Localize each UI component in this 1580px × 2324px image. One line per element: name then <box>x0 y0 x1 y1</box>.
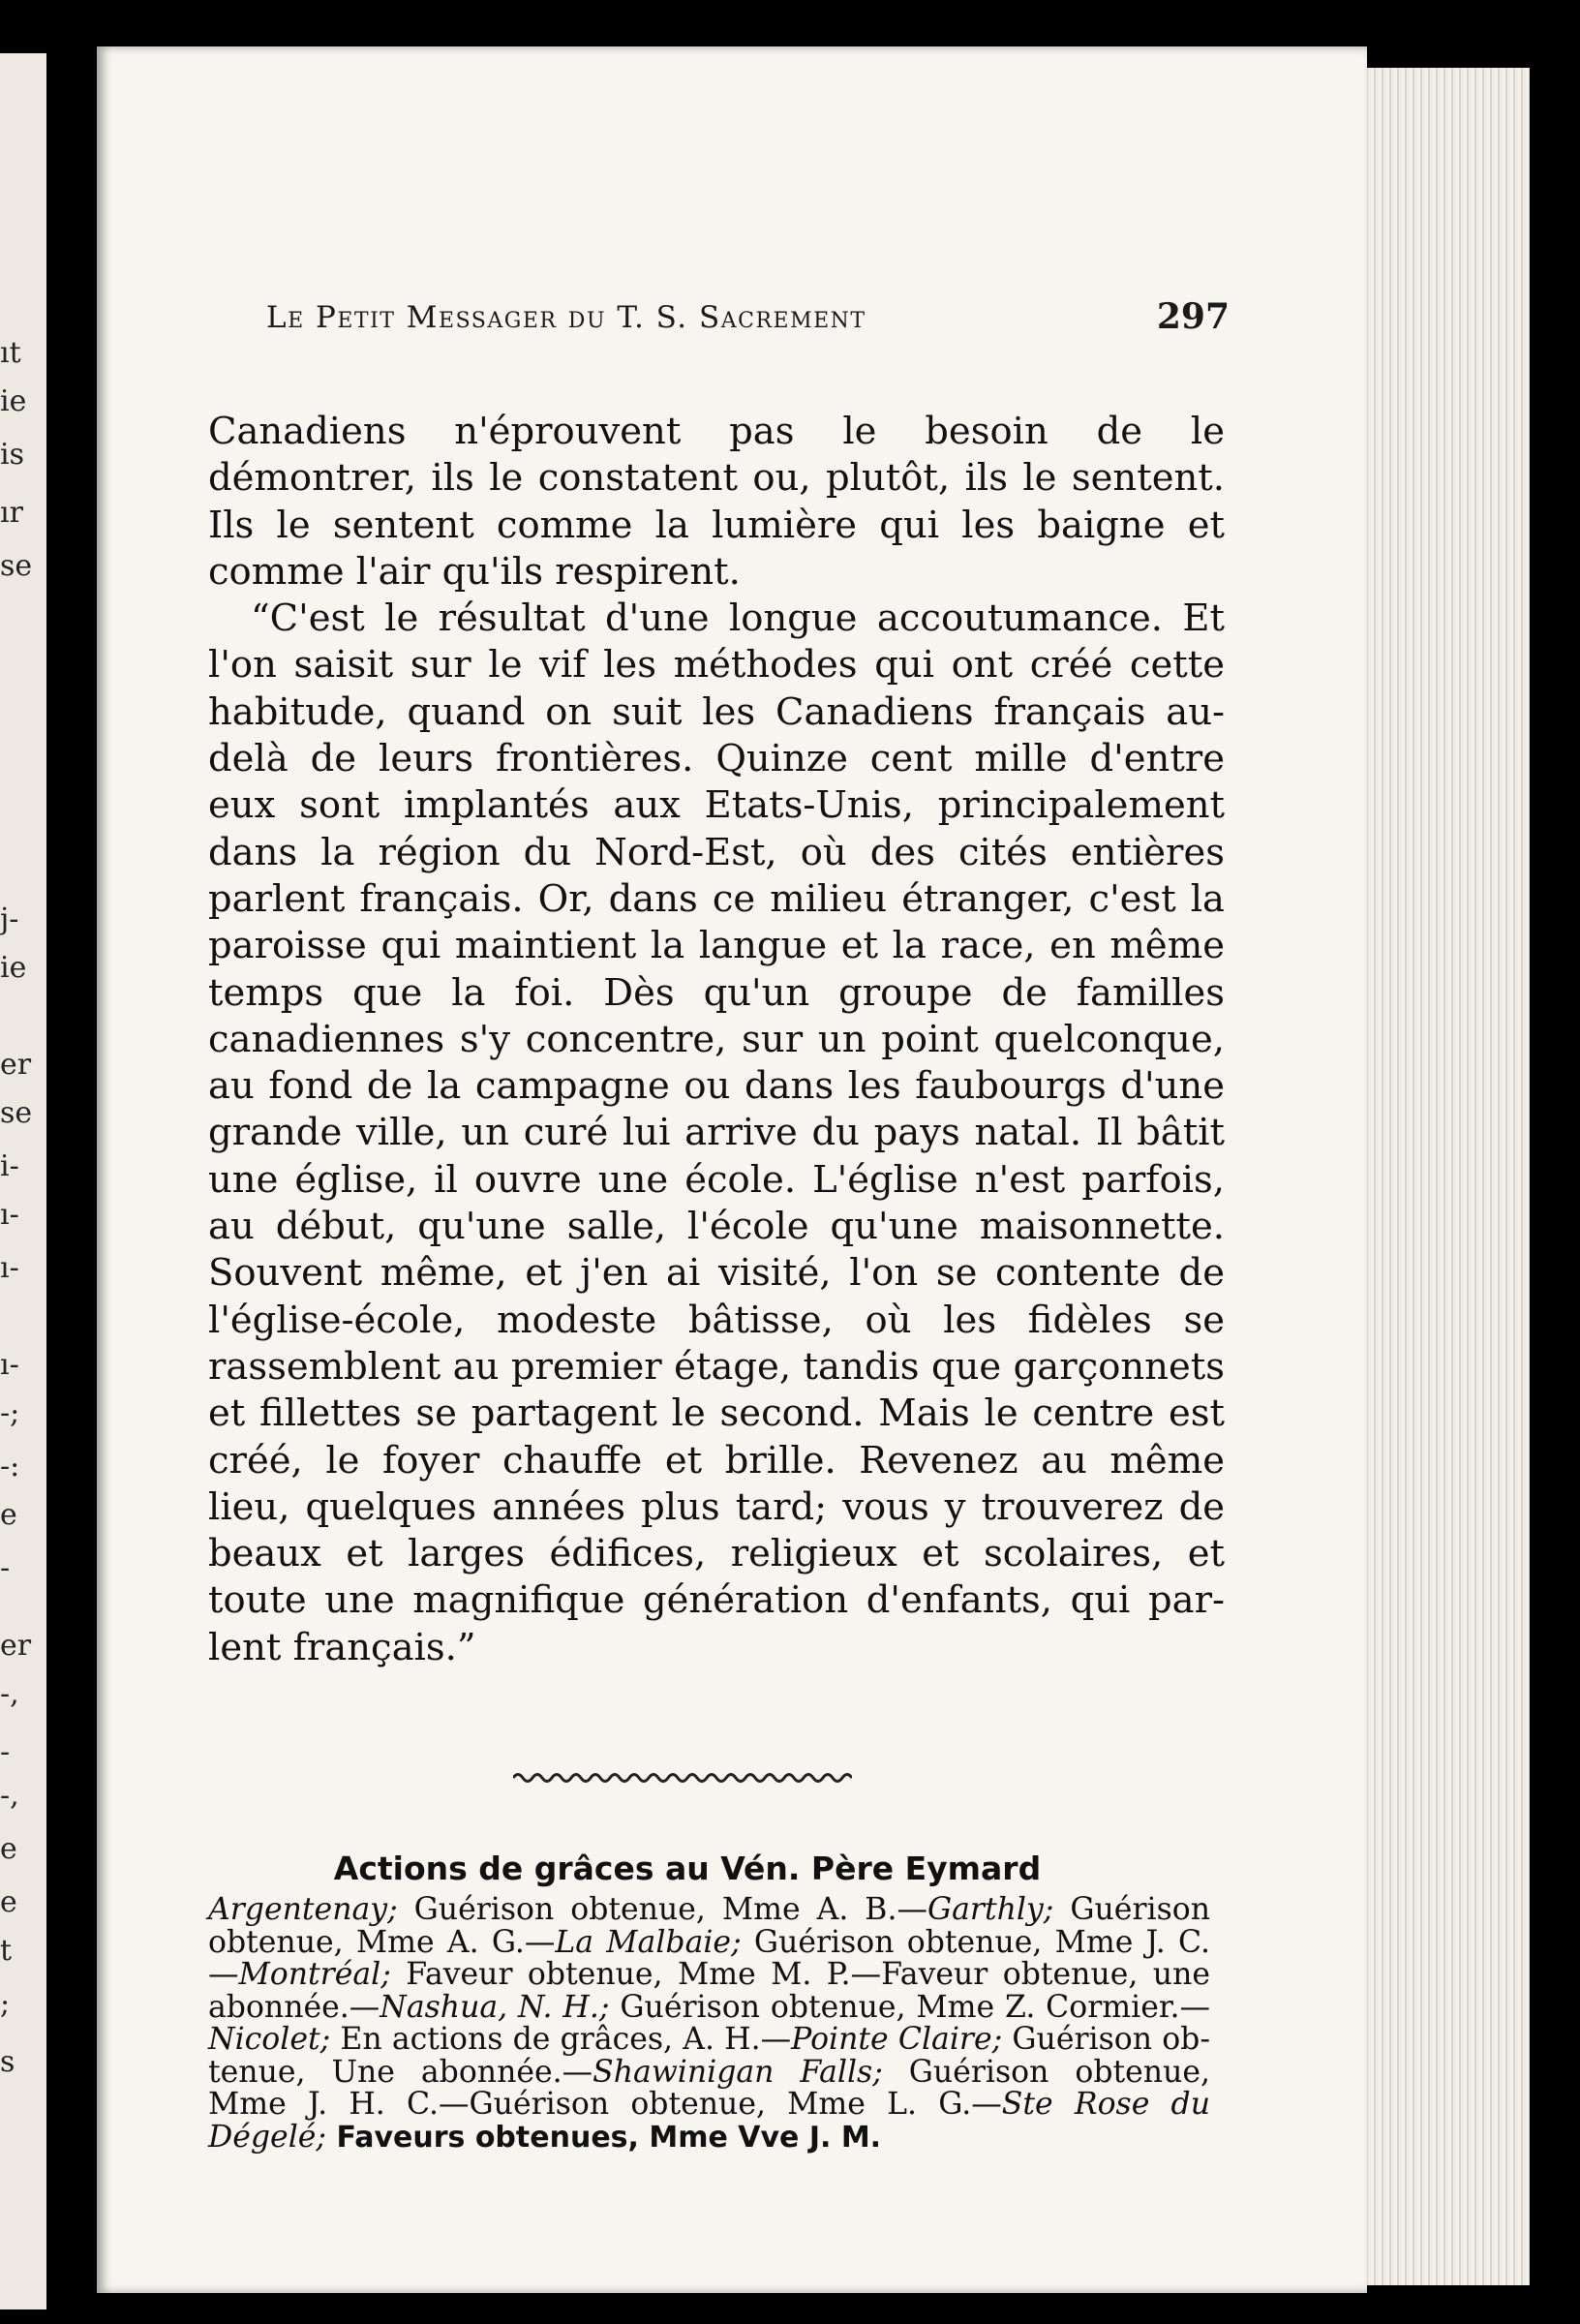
facing-page-fragment: i- <box>0 1149 19 1183</box>
paragraph: Canadiens n'éprouvent pas le besoin de le démontrer, ils le constatent ou, plutôt, ils le sentent. Ils le sentent comme la lumière qui les baigne et comme l'air qu'ils respirent. <box>208 410 1225 594</box>
facing-page-fragment: er <box>0 1048 32 1082</box>
facing-page-fragment: ıt <box>0 336 21 370</box>
facing-page-fragment: er <box>0 1629 32 1663</box>
book-page <box>97 46 1367 2293</box>
thanks-entry-text: En actions de grâces, A. H.— <box>330 2022 792 2057</box>
stacked-page-edges <box>1355 68 1530 2285</box>
paragraph: “C'est le résultat d'une longue accoutumance. Et l'on saisit sur le vif les méthodes qui ont créé cette habitude, quand on suit les Canadiens français au-delà de leurs frontières. Quinze cent mille d'entre eux sont implantés aux Etats-Unis, principalement dans la région du Nord-Est, où des cités entières parlent français. Or, dans ce milieu étranger, c'est la paroisse qui maintient la langue et la race, en même temps que la foi. Dès qu'un groupe de familles canadiennes s'y concentre, sur un point quelconque, au fond de la campagne ou dans les faubourgs d'une grande ville, un curé lui arrive du pays natal. Il bâtit une église, il ouvre une école. L'église n'est parfois, au début, qu'une salle, l'école qu'une maisonnette. Souvent même, et j'en ai visité, l'on se contente de l'église-école, modeste bâtisse, où les fidèles se rassemblent au premier étage, tandis que garçonnets et fillettes se partagent le second. Mais le centre est créé, le foyer chauffe et brille. Revenez au même lieu, quelques années plus tard; vous y trouverez de beaux et larges édifices, religieux et scolaires, et toute une magnifique génération d'enfants, qui parlent français.” <box>208 596 1225 1669</box>
place-name: Shawinigan Falls; <box>592 2054 883 2090</box>
facing-page-fragment: ; <box>0 1987 11 2021</box>
section-title: Actions de grâces au Vén. Père Eymard <box>333 1850 1042 1887</box>
facing-page-fragment: - <box>0 1551 11 1585</box>
place-name: Ste Rose du Dégelé; <box>208 2087 1210 2155</box>
facing-page-fragment: ı- <box>0 1348 19 1382</box>
facing-page-fragment: se <box>0 549 33 583</box>
place-name: Garthly; <box>927 1892 1054 1927</box>
thanks-entry-text: Faveurs obtenues, Mme Vve J. M. <box>326 2120 882 2155</box>
thanks-entry-text: Faveur obtenue, Mme M. P.—Faveur obtenue, une abonnée.— <box>208 1957 1210 2025</box>
place-name: Nashua, N. H.; <box>380 1989 610 2025</box>
thanks-entry-text: Guérison obtenue, Mme Z. Cormier.— <box>609 1989 1210 2025</box>
place-name: La Malbaie; <box>555 1924 742 1960</box>
facing-page-fragment: e <box>0 1885 17 1919</box>
facing-page-fragment: -; <box>0 1396 20 1430</box>
place-name: Argentenay; <box>208 1892 398 1927</box>
facing-page-fragment: s <box>0 2045 15 2079</box>
facing-page-fragment: - <box>0 1735 11 1769</box>
facing-page-fragment: t <box>0 1934 13 1968</box>
facing-page-fragment: j- <box>0 902 19 936</box>
facing-page-fragment: is <box>0 438 24 472</box>
facing-page-fragment: ie <box>0 951 27 985</box>
facing-page-fragment: ie <box>0 384 27 418</box>
page-number: 297 <box>1156 296 1230 337</box>
facing-page-fragment: -, <box>0 1677 19 1711</box>
facing-page-fragment: -, <box>0 1779 19 1813</box>
facing-page-fragment: se <box>0 1096 33 1130</box>
thanksgiving-list <box>208 1894 1210 2154</box>
facing-page-fragment: ır <box>0 496 23 530</box>
facing-page-fragment: e <box>0 1832 17 1866</box>
thanks-entry-text: Guérison obtenue, Mme A. B.— <box>397 1892 927 1927</box>
thanks-entry-text: Guérison obtenue, Mme J. H. C.—Guérison obtenue, Mme L. G.— <box>208 2054 1211 2122</box>
facing-page-fragment: ı- <box>0 1251 19 1285</box>
facing-page-fragment: ı- <box>0 1198 19 1232</box>
place-name: Pointe Claire; <box>791 2022 1003 2057</box>
place-name: Nicolet; <box>208 2022 331 2057</box>
thanks-entry-text: Guérison obtenue, Une abonnée.— <box>208 2022 1210 2090</box>
thanks-entry-text: Guérison obtenue, Mme A. G.— <box>208 1892 1210 1960</box>
facing-page-fragment: e <box>0 1498 17 1532</box>
page-header <box>266 296 1230 358</box>
place-name: Montréal; <box>238 1957 391 1992</box>
facing-page-edge <box>0 53 46 2309</box>
facing-page-fragment: -: <box>0 1450 20 1483</box>
running-head: Le Petit Messager du T. S. Sacrement <box>266 300 866 335</box>
body-text <box>208 409 1225 1671</box>
wavy-rule-ornament <box>513 1766 852 1789</box>
thanks-entry-text: Guérison obtenue, Mme J. C.— <box>208 1924 1211 1992</box>
